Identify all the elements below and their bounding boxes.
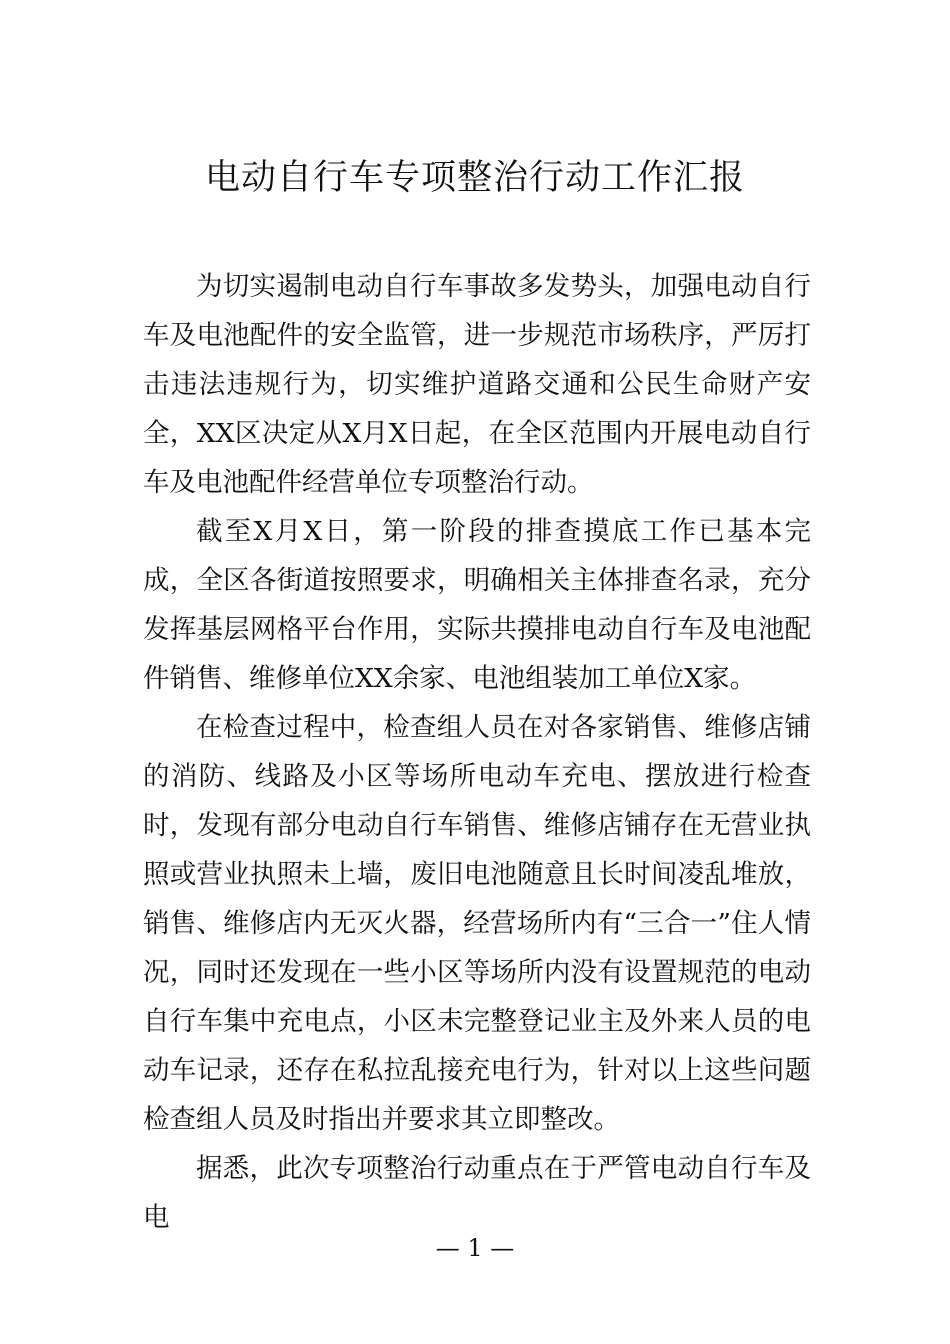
paragraph-4: 据悉，此次专项整治行动重点在于严管电动自行车及电 bbox=[143, 1153, 811, 1233]
paragraph-1: 为切实遏制电动自行车事故多发势头，加强电动自行车及电池配件的安全监管，进一步规范市场秩序，严厉打击违法违规行为，切实维护道路交通和公民生命财产安全，XX区决定从X月X日起，在全区范围内开展电动自行车及电池配件经营单位专项整治行动。 bbox=[143, 271, 811, 498]
document-title: 电动自行车专项整治行动工作汇报 bbox=[204, 158, 745, 198]
paragraph-3: 在检查过程中，检查组人员在对各家销售、维修店铺的消防、线路及小区等场所电动车充电、摆放进行检查时，发现有部分电动自行车销售、维修店铺存在无营业执照或营业执照未上墙，废旧电池随意且长时间凌乱堆放，销售、维修店内无灭火器，经营场所内有“三合一”住人情况，同时还发现在一些小区等场所内没有设置规范的电动自行车集中充电点，小区未完整登记业主及外来人员的电动车记录，还存在私拉乱接充电行为，针对以上这些问题检查组人员及时指出并要求其立即整改。 bbox=[143, 712, 811, 1135]
paragraph-2: 截至X月X日，第一阶段的排查摸底工作已基本完成，全区各街道按照要求，明确相关主体排查名录，充分发挥基层网格平台作用，实际共摸排电动自行车及电池配件销售、维修单位XX余家、电池组装加工单位X家。 bbox=[143, 516, 811, 694]
page-number: — 1 — bbox=[435, 1234, 515, 1262]
document-body bbox=[143, 262, 811, 1242]
